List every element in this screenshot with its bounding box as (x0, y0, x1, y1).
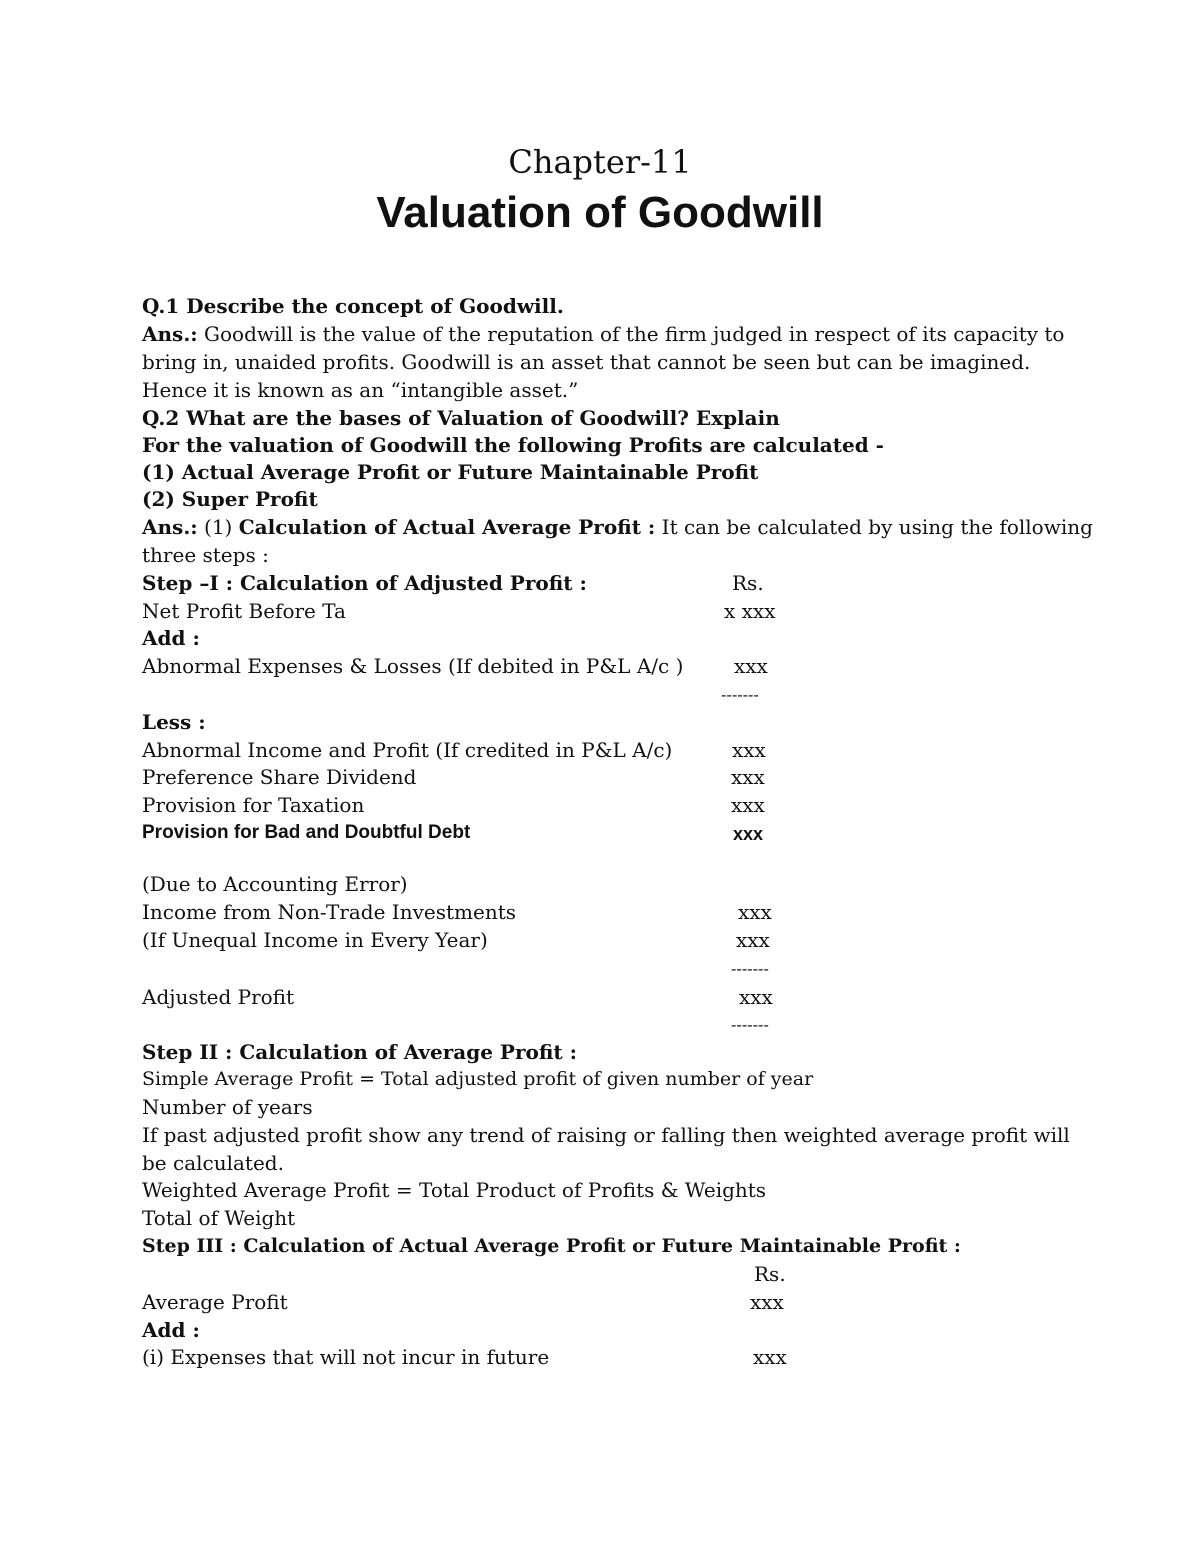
step-1-row-amount: xxx (731, 793, 765, 817)
step-1-row-amount: xxx (734, 654, 768, 678)
step-1-row-label: Income from Non-Trade Investments (142, 900, 516, 924)
step-1-row-label: (Due to Accounting Error) (142, 872, 408, 896)
step-2-line: Total of Weight (142, 1206, 296, 1230)
answer-1-line-2: bring in, unaided profits. Goodwill is an asset that cannot be seen but can be imagined. (142, 350, 1031, 374)
answer-2-number: (1) (197, 515, 239, 539)
step-2-line: Simple Average Profit = Total adjusted profit of given number of year (142, 1068, 814, 1090)
question-2-intro: For the valuation of Goodwill the following Profits are calculated - (142, 433, 884, 457)
step-1-row-label: Provision for Taxation (142, 793, 365, 817)
step-2-line: be calculated. (142, 1151, 284, 1175)
step-3-currency-header: Rs. (754, 1262, 786, 1286)
step-1-row-amount: xxx (731, 765, 765, 789)
answer-2-line-1 (142, 513, 1093, 541)
chapter-title: Valuation of Goodwill (376, 188, 824, 237)
step-1-row-label: Less : (142, 710, 206, 734)
step-1-row-label: Net Profit Before Ta (142, 599, 346, 623)
answer-2-text: It can be calculated by using the following (655, 515, 1093, 539)
step-1-row-label: Add : (142, 626, 200, 650)
step-1-row-label: Abnormal Income and Profit (If credited in P&L A/c) (142, 738, 673, 762)
step-2-heading: Step II : Calculation of Average Profit : (142, 1040, 577, 1064)
step-1-divider: ------- (731, 1015, 769, 1034)
step-2-line: If past adjusted profit show any trend of raising or falling then weighted average profit will (142, 1123, 1070, 1147)
step-1-row-amount: xxx (732, 738, 766, 762)
step-1-row-amount: xxx (739, 985, 773, 1009)
answer-label: Ans.: (142, 515, 198, 539)
step-3-heading: Step III : Calculation of Actual Average Profit or Future Maintainable Profit : (142, 1235, 961, 1257)
chapter-number: Chapter-11 (508, 143, 692, 181)
answer-1-line-1 (142, 320, 1064, 348)
answer-2-subheading: Calculation of Actual Average Profit : (238, 515, 656, 539)
step-1-row-amount: xxx (736, 928, 770, 952)
step-1-row-label: Abnormal Expenses & Losses (If debited in P&L A/c ) (142, 654, 684, 678)
answer-1-line-3: Hence it is known as an “intangible asset.” (142, 378, 579, 402)
question-2-item-1: (1) Actual Average Profit or Future Maintainable Profit (142, 460, 759, 484)
step-3-row-amount: xxx (750, 1290, 784, 1314)
step-1-row-amount: xxx (733, 824, 764, 844)
step-1-row-label: Adjusted Profit (142, 985, 295, 1009)
step-3-row-amount: xxx (753, 1345, 787, 1369)
question-2: Q.2 What are the bases of Valuation of Goodwill? Explain (142, 406, 780, 430)
step-3-row-label: (i) Expenses that will not incur in future (142, 1345, 550, 1369)
step-1-divider: ------- (721, 685, 759, 704)
answer-1-text: Goodwill is the value of the reputation of the firm judged in respect of its capacity to (197, 322, 1065, 346)
step-1-row-amount: x xxx (724, 599, 776, 623)
step-3-row-label: Add : (142, 1318, 200, 1342)
step-2-line: Weighted Average Profit = Total Product of Profits & Weights (142, 1178, 767, 1202)
step-1-row-label: Provision for Bad and Doubtful Debt (142, 822, 471, 843)
question-2-item-2: (2) Super Profit (142, 487, 318, 511)
step-1-currency-header: Rs. (732, 571, 764, 595)
step-1-row-label: (If Unequal Income in Every Year) (142, 928, 488, 952)
step-2-line: Number of years (142, 1095, 313, 1119)
step-1-row-amount: xxx (738, 900, 772, 924)
step-1-divider: ------- (731, 959, 769, 978)
answer-2-line-2: three steps : (142, 543, 269, 567)
step-1-heading: Step –I : Calculation of Adjusted Profit : (142, 571, 587, 595)
question-1: Q.1 Describe the concept of Goodwill. (142, 294, 564, 318)
answer-label: Ans.: (142, 322, 198, 346)
step-3-row-label: Average Profit (142, 1290, 288, 1314)
step-1-row-label: Preference Share Dividend (142, 765, 417, 789)
